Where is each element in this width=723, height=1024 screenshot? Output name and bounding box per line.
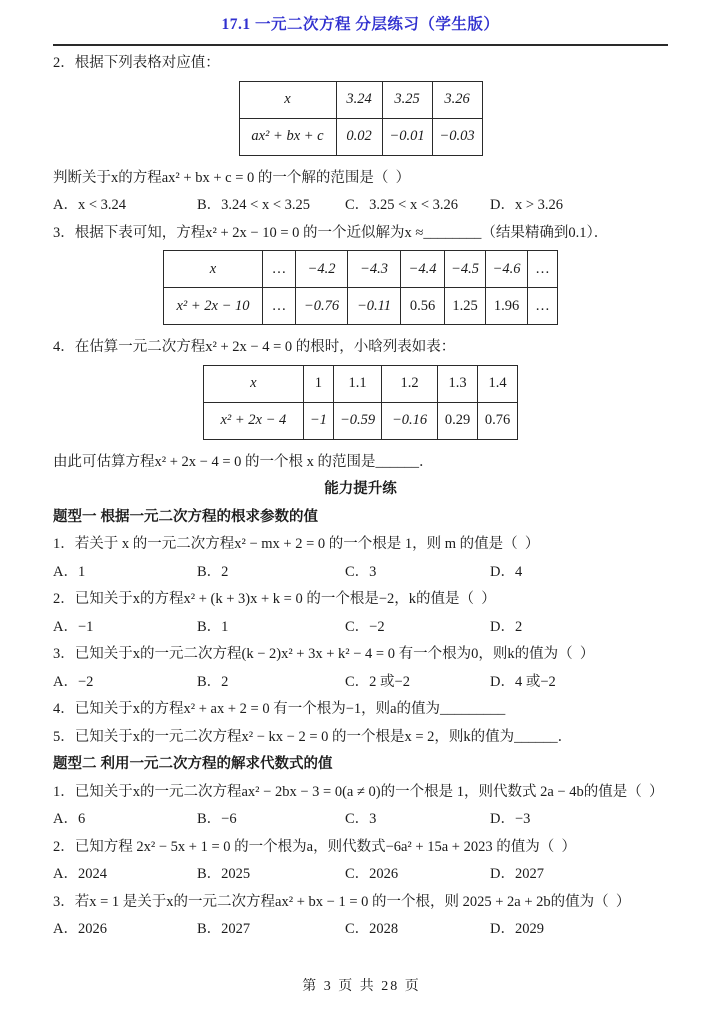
option-b: B．2 (197, 563, 229, 580)
table-cell: 3.26 (432, 81, 482, 118)
option-c: C．3.25 < x < 3.26 (345, 197, 459, 214)
table-cell: … (528, 288, 558, 325)
option-b: B．2025 (197, 866, 251, 883)
option-a: A．2024 (53, 866, 107, 883)
topic1-title: 题型一 根据一元二次方程的根求参数的值 (53, 508, 319, 525)
table-cell: 0.56 (401, 288, 445, 325)
topic1-q1: 1．若关于 x 的一元二次方程x² − mx + 2 = 0 的一个根是 1，则 m 的值是（ ） (53, 536, 540, 553)
option-b: B．1 (197, 618, 229, 635)
option-c: C．3 (345, 811, 377, 828)
q2-options-row (53, 190, 668, 218)
q3-table (163, 250, 558, 325)
table-cell: −4.3 (348, 251, 401, 288)
topic2-q1-options (53, 804, 668, 832)
table-cell: 1.96 (486, 288, 528, 325)
option-b: B．2 (197, 673, 229, 690)
option-a: A．6 (53, 811, 86, 828)
table-cell: 1.3 (438, 365, 478, 402)
table-cell: −4.5 (445, 251, 486, 288)
option-a: A．x < 3.24 (53, 197, 127, 214)
option-b: B．2027 (197, 921, 251, 938)
table-cell: −4.6 (486, 251, 528, 288)
option-d: D．4 或−2 (490, 673, 556, 690)
table-cell: x (239, 81, 336, 118)
option-a: A．−1 (53, 618, 94, 635)
table-cell: 1 (303, 365, 333, 402)
option-c: C．3 (345, 563, 377, 580)
q4-conclusion: 由此可估算方程x² + 2x − 4 = 0 的一个根 x 的范围是______． (53, 453, 434, 470)
table-cell: … (263, 251, 296, 288)
topic1-q1-options (53, 557, 668, 585)
topic1-q4: 4．已知关于x的方程x² + ax + 2 = 0 有一个根为−1，则a的值为_________ (53, 701, 506, 718)
option-d: D．2 (490, 618, 523, 635)
table-cell: 0.76 (478, 402, 518, 439)
option-c: C．2 或−2 (345, 673, 410, 690)
table-row (203, 365, 517, 402)
q4-table (203, 365, 518, 440)
topic1-q3: 3．已知关于x的一元二次方程(k − 2)x² + 3x + k² − 4 = 0 有一个根为0，则k的值为（ ） (53, 646, 595, 663)
option-d: D．−3 (490, 811, 531, 828)
table-cell: −0.03 (432, 118, 482, 155)
table-cell: 0.02 (336, 118, 382, 155)
option-c: C．−2 (345, 618, 385, 635)
option-c: C．2026 (345, 866, 399, 883)
topic2-q2: 2．已知方程 2x² − 5x + 1 = 0 的一个根为a，则代数式−6a² + 15a + 2023 的值为（ ） (53, 838, 576, 855)
table-cell: −4.2 (296, 251, 348, 288)
option-a: A．2026 (53, 921, 107, 938)
topic2-title: 题型二 利用一元二次方程的解求代数式的值 (53, 756, 333, 773)
page-title: 17.1 一元二次方程 分层练习（学生版） (221, 16, 500, 33)
table-cell: 1.1 (333, 365, 381, 402)
table-cell: −0.01 (382, 118, 432, 155)
table-cell: … (528, 251, 558, 288)
topic2-q3: 3．若x = 1 是关于x的一元二次方程ax² + bx − 1 = 0 的一个根，则 2025 + 2a + 2b的值为（ ） (53, 893, 631, 910)
table-cell: 0.29 (438, 402, 478, 439)
table-cell: … (263, 288, 296, 325)
topic2-q1: 1．已知关于x的一元二次方程ax² − 2bx − 3 = 0(a ≠ 0)的一个根是 1，则代数式 2a − 4b的值是（ ） (53, 783, 664, 800)
q2-judge: 判断关于x的方程ax² + bx + c = 0 的一个解的范围是（ ） (53, 169, 411, 186)
table-cell: x (164, 251, 263, 288)
table-cell: −4.4 (401, 251, 445, 288)
title-divider (53, 44, 668, 46)
option-d: D．x > 3.26 (490, 197, 564, 214)
table-cell: −0.59 (333, 402, 381, 439)
table-cell: 1.4 (478, 365, 518, 402)
option-d: D．2029 (490, 921, 544, 938)
table-cell: −0.76 (296, 288, 348, 325)
table-row (239, 118, 482, 155)
topic1-q2-options (53, 612, 668, 640)
table-row (164, 288, 558, 325)
option-a: A．−2 (53, 673, 94, 690)
table-cell: ax² + bx + c (239, 118, 336, 155)
topic1-q2: 2．已知关于x的方程x² + (k + 3)x + k = 0 的一个根是−2，k的值是（ ） (53, 591, 496, 608)
table-cell: 3.24 (336, 81, 382, 118)
page-number: 第 3 页 共 28 页 (302, 979, 421, 994)
section-title: 能力提升练 (324, 481, 397, 498)
topic2-q2-options (53, 859, 668, 887)
table-cell: x² + 2x − 4 (203, 402, 303, 439)
q2-intro: 2．根据下列表格对应值： (53, 55, 220, 72)
table-cell: x (203, 365, 303, 402)
option-b: B．−6 (197, 811, 237, 828)
option-d: D．4 (490, 563, 523, 580)
table-cell: −0.11 (348, 288, 401, 325)
table-cell: −1 (303, 402, 333, 439)
option-a: A．1 (53, 563, 86, 580)
table-cell: 1.2 (382, 365, 438, 402)
option-d: D．2027 (490, 866, 544, 883)
q4-intro: 4．在估算一元二次方程x² + 2x − 4 = 0 的根时，小晗列表如表： (53, 339, 456, 356)
option-c: C．2028 (345, 921, 399, 938)
table-cell: −0.16 (382, 402, 438, 439)
q2-table (239, 81, 483, 156)
topic2-q3-options (53, 914, 668, 942)
table-row (203, 402, 517, 439)
table-row (164, 251, 558, 288)
table-cell: 1.25 (445, 288, 486, 325)
option-b: B．3.24 < x < 3.25 (197, 197, 311, 214)
q3-intro: 3．根据下表可知，方程x² + 2x − 10 = 0 的一个近似解为x ≈________（结果精确到0.1）． (53, 224, 609, 241)
topic1-q3-options (53, 667, 668, 695)
table-cell: 3.25 (382, 81, 432, 118)
table-row (239, 81, 482, 118)
table-cell: x² + 2x − 10 (164, 288, 263, 325)
topic1-q5: 5．已知关于x的一元二次方程x² − kx − 2 = 0 的一个根是x = 2，则k的值为______． (53, 728, 573, 745)
